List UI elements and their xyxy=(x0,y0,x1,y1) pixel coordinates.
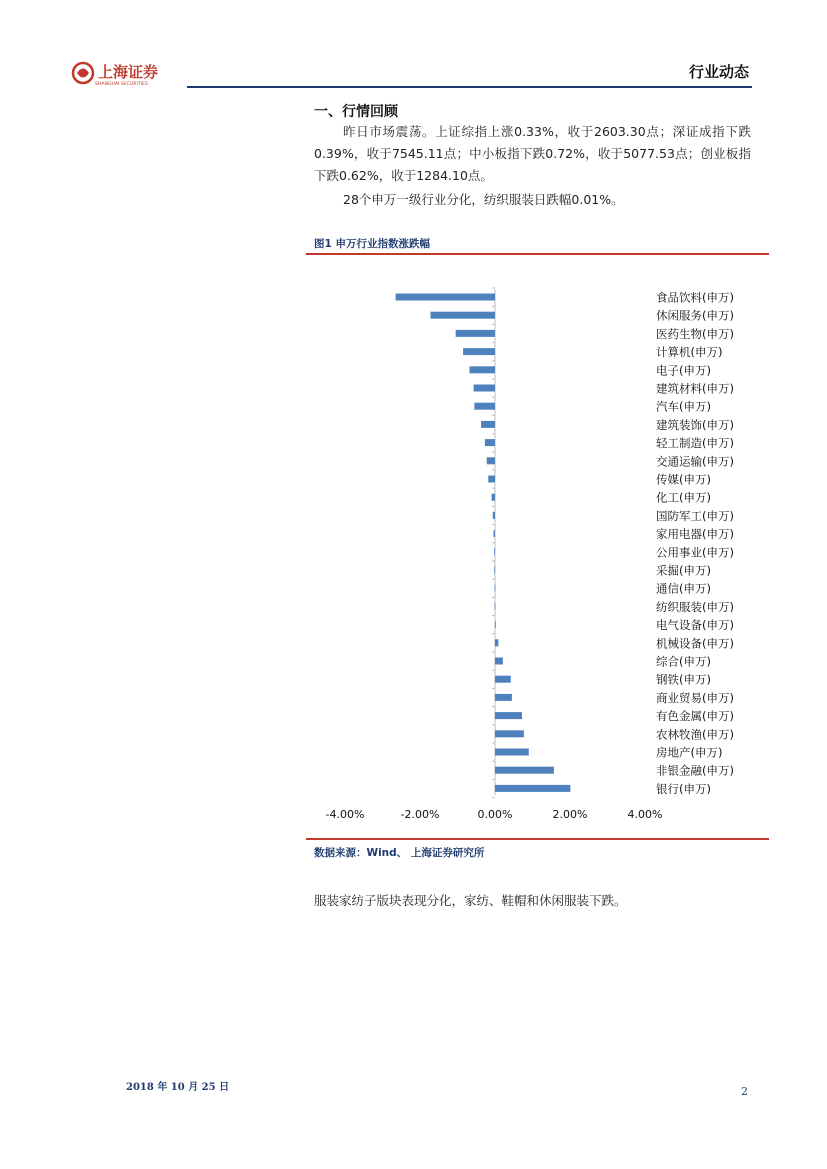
industry-summary-paragraph: 28个申万一级行业分化，纺织服装日跌幅0.01%。 xyxy=(343,192,624,207)
chart-svg xyxy=(306,260,769,835)
bar-9 xyxy=(487,457,495,464)
bar-3 xyxy=(463,348,495,355)
bar-19 xyxy=(495,639,498,646)
industry-bar-chart xyxy=(306,260,769,835)
bar-22 xyxy=(495,694,512,701)
bar-16 xyxy=(495,585,496,592)
market-review-paragraph: 昨日市场震荡。上证综指上涨0.33%，收于2603.30点；深证成指下跌0.39%，收于7545.11点；中小板指下跌0.72%，收于5077.53点；创业板指下跌0.62%，收于1284.10点。 xyxy=(314,124,751,183)
category-label: 建筑材料(申万) xyxy=(656,381,734,396)
category-label: 商业贸易(申万) xyxy=(656,690,734,705)
logo-subtext: SHANGHAI SECURITIES xyxy=(95,82,148,86)
x-tick-label: 0.00% xyxy=(477,808,513,821)
category-label: 家用电器(申万) xyxy=(656,527,734,542)
bar-1 xyxy=(431,312,496,319)
bar-0 xyxy=(396,294,495,301)
category-label: 轻工制造(申万) xyxy=(656,436,734,451)
category-label: 建筑装饰(申万) xyxy=(656,417,734,432)
category-label: 纺织服装(申万) xyxy=(656,599,734,614)
bar-7 xyxy=(481,421,495,428)
bar-14 xyxy=(494,548,495,555)
footer-date: 2018 年 10 月 25 日 xyxy=(126,1082,230,1093)
figure-title: 图1 申万行业指数涨跌幅 xyxy=(314,238,430,250)
category-label: 钢铁(申万) xyxy=(656,672,711,687)
x-tick-label: -2.00% xyxy=(400,808,440,821)
category-label: 交通运输(申万) xyxy=(656,454,734,469)
company-logo xyxy=(70,60,190,86)
bar-17 xyxy=(495,603,496,610)
bar-24 xyxy=(495,730,524,737)
figure-top-rule xyxy=(306,253,769,255)
bar-8 xyxy=(485,439,495,446)
bar-6 xyxy=(474,403,495,410)
category-label: 汽车(申万) xyxy=(656,399,711,414)
category-label: 电气设备(申万) xyxy=(656,618,734,633)
x-tick-label: -4.00% xyxy=(325,808,365,821)
bar-11 xyxy=(492,494,495,501)
x-tick-label: 4.00% xyxy=(627,808,663,821)
category-label: 化工(申万) xyxy=(656,490,711,505)
logo-text: 上海证券 xyxy=(98,63,159,81)
bar-20 xyxy=(495,658,503,665)
figure-bottom-rule xyxy=(306,838,769,840)
category-label: 计算机(申万) xyxy=(656,345,723,360)
figure-source: 数据来源：Wind、 上海证券研究所 xyxy=(314,847,485,859)
bar-21 xyxy=(495,676,511,683)
category-label: 电子(申万) xyxy=(656,363,711,378)
bar-25 xyxy=(495,749,529,756)
x-tick-label: 2.00% xyxy=(552,808,588,821)
category-label: 非银金融(申万) xyxy=(656,763,734,778)
bar-27 xyxy=(495,785,570,792)
category-label: 综合(申万) xyxy=(656,654,711,669)
bar-15 xyxy=(494,567,495,574)
section-title: 一、行情回顾 xyxy=(314,104,398,120)
bar-5 xyxy=(474,385,495,392)
header-rule xyxy=(187,86,752,88)
category-label: 银行(申万) xyxy=(656,781,711,796)
category-label: 房地产(申万) xyxy=(656,745,723,760)
bar-2 xyxy=(456,330,495,337)
apparel-paragraph: 服装家纺子版块表现分化，家纺、鞋帽和休闲服装下跌。 xyxy=(314,893,627,908)
category-label: 通信(申万) xyxy=(656,581,711,596)
category-label: 采掘(申万) xyxy=(656,563,711,578)
category-label: 国防军工(申万) xyxy=(656,508,734,523)
bar-10 xyxy=(488,476,495,483)
document-type: 行业动态 xyxy=(688,63,749,81)
bar-18 xyxy=(495,621,496,628)
category-label: 机械设备(申万) xyxy=(656,636,734,651)
category-label: 食品饮料(申万) xyxy=(656,290,734,305)
page-number: 2 xyxy=(741,1085,748,1098)
bar-4 xyxy=(470,366,496,373)
bar-26 xyxy=(495,767,554,774)
bar-23 xyxy=(495,712,522,719)
category-label: 有色金属(申万) xyxy=(656,709,734,724)
category-label: 农林牧渔(申万) xyxy=(656,727,734,742)
category-label: 休闲服务(申万) xyxy=(656,308,734,323)
category-label: 医药生物(申万) xyxy=(656,326,734,341)
bar-13 xyxy=(494,530,496,537)
category-label: 传媒(申万) xyxy=(656,472,711,487)
category-label: 公用事业(申万) xyxy=(656,545,734,560)
bar-12 xyxy=(493,512,495,519)
